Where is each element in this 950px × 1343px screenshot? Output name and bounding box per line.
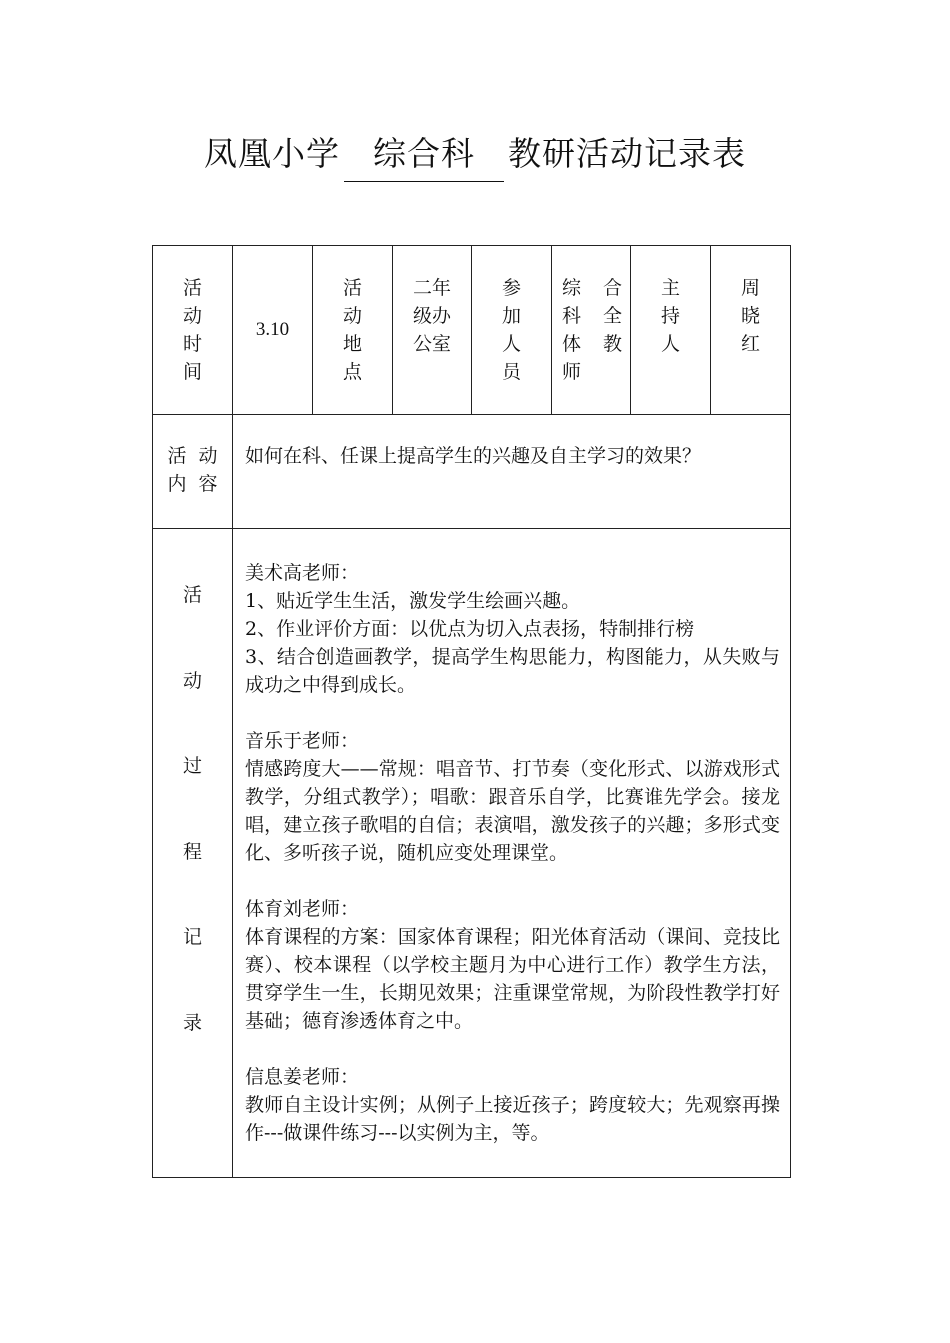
info-row (153, 246, 791, 415)
it-teacher-section (245, 1063, 780, 1147)
participants-value: 综 合 科 全 体 教 师 (552, 246, 631, 415)
title-suffix: 教研活动记录表 (508, 134, 746, 173)
subject-name: 综合科 (344, 128, 504, 182)
process-label: 活 动 过 程 记 录 (153, 529, 233, 1178)
process-record (233, 529, 791, 1178)
host-value: 周 晓 红 (711, 246, 791, 415)
art-teacher-section (245, 559, 780, 699)
school-name: 凤凰小学 (204, 134, 340, 173)
section-heading: 体育刘老师： (245, 898, 360, 920)
section-heading: 信息姜老师： (245, 1066, 360, 1088)
section-heading: 美术高老师： (245, 562, 360, 584)
record-table (152, 245, 791, 1178)
time-value: 3.10 (233, 246, 313, 415)
section-line: 1、贴近学生生活，激发学生绘画兴趣。 (245, 590, 581, 612)
pe-teacher-section (245, 895, 780, 1035)
section-line: 教师自主设计实例；从例子上接近孩子；跨度较大；先观察再操作---做课件练习---以实例为主，等。 (245, 1094, 780, 1144)
process-row (153, 529, 791, 1178)
section-line: 体育课程的方案：国家体育课程；阳光体育活动（课间、竞技比赛）、校本课程（以学校主题月为中心进行工作）教学生方法，贯穿学生一生，长期见效果；注重课堂常规，为阶段性教学打好基础；德育渗透体育之中。 (245, 926, 780, 1032)
section-line: 2、作业评价方面：以优点为切入点表扬，特制排行榜 (245, 618, 695, 640)
section-line: 3、结合创造画教学，提高学生构思能力，构图能力，从失败与成功之中得到成长。 (245, 646, 780, 696)
time-label: 活 动 时 间 (153, 246, 233, 415)
section-line: 情感跨度大——常规：唱音节、打节奏（变化形式、以游戏形式教学，分组式教学）；唱歌：跟音乐自学，比赛谁先学会。接龙唱，建立孩子歌唱的自信；表演唱，激发孩子的兴趣；多形式变化、多听孩子说，随机应变处理课堂。 (245, 758, 780, 864)
section-heading: 音乐于老师： (245, 730, 360, 752)
participants-label: 参 加 人 员 (472, 246, 552, 415)
host-label: 主 持 人 (631, 246, 711, 415)
content-value: 如何在科、任课上提高学生的兴趣及自主学习的效果？ (233, 415, 791, 529)
content-row (153, 415, 791, 529)
music-teacher-section (245, 727, 780, 867)
place-label: 活 动 地 点 (313, 246, 393, 415)
content-label: 活动 内容 (153, 415, 233, 529)
place-value: 二年 级办 公室 (393, 246, 472, 415)
page-title (0, 128, 950, 182)
